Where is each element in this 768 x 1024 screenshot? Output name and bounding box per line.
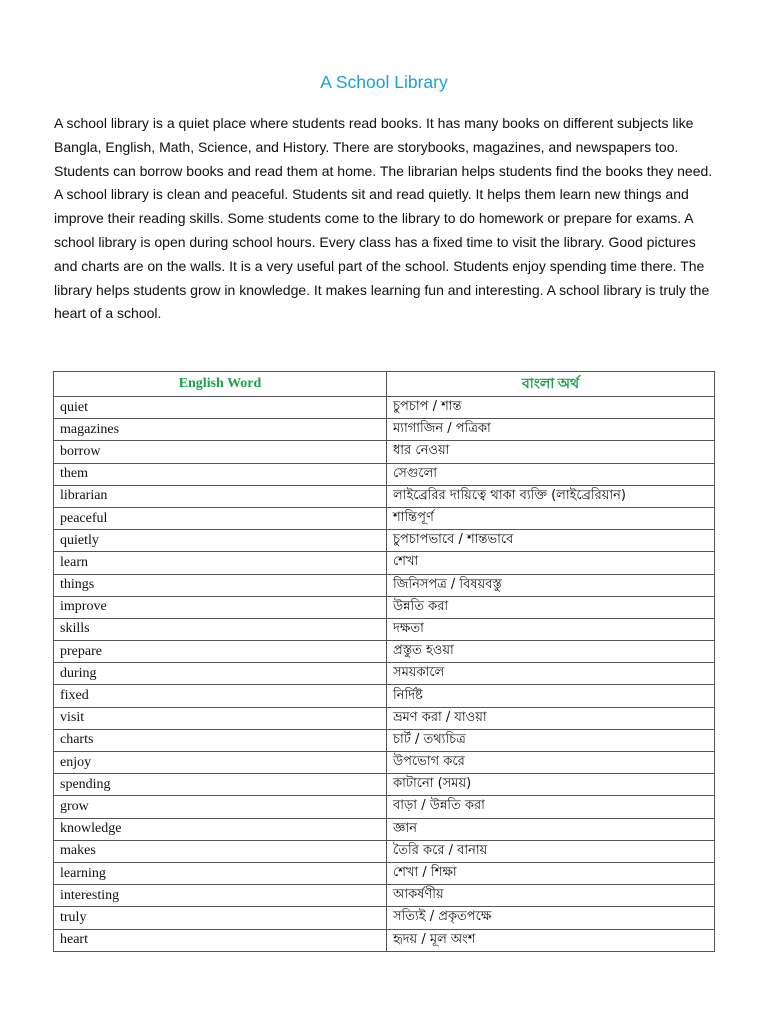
english-word-cell: learning [54, 862, 387, 884]
table-row [54, 707, 715, 729]
table-row [54, 441, 715, 463]
english-word-cell: spending [54, 774, 387, 796]
bangla-meaning-cell: শেখা / শিক্ষা [387, 862, 715, 884]
english-word-cell: things [54, 574, 387, 596]
english-word-cell: heart [54, 929, 387, 951]
bangla-meaning-cell: শান্তিপূর্ণ [387, 507, 715, 529]
bangla-meaning-cell: চুপচাপভাবে / শান্তভাবে [387, 530, 715, 552]
english-word-cell: skills [54, 618, 387, 640]
bangla-meaning-cell: ধার নেওয়া [387, 441, 715, 463]
header-english-word: English Word [54, 372, 387, 397]
bangla-meaning-cell: লাইব্রেরির দায়িত্বে থাকা ব্যক্তি (লাইব্রেরিয়ান) [387, 485, 715, 507]
table-row [54, 774, 715, 796]
table-row [54, 641, 715, 663]
bangla-meaning-cell: আকর্ষণীয় [387, 885, 715, 907]
english-word-cell: during [54, 663, 387, 685]
table-row [54, 885, 715, 907]
table-row [54, 752, 715, 774]
bangla-meaning-cell: উপভোগ করে [387, 752, 715, 774]
page-title: A School Library [320, 72, 448, 92]
bangla-meaning-cell: হৃদয় / মূল অংশ [387, 929, 715, 951]
bangla-meaning-cell: চুপচাপ / শান্ত [387, 397, 715, 419]
bangla-meaning-cell: চার্ট / তথ্যচিত্র [387, 729, 715, 751]
table-header-row [54, 372, 715, 397]
bangla-meaning-cell: জিনিসপত্র / বিষয়বস্তু [387, 574, 715, 596]
bangla-meaning-cell: কাটানো (সময়) [387, 774, 715, 796]
table-row [54, 552, 715, 574]
table-body [54, 397, 715, 952]
english-word-cell: quietly [54, 530, 387, 552]
table-row [54, 796, 715, 818]
table-row [54, 840, 715, 862]
bangla-meaning-cell: দক্ষতা [387, 618, 715, 640]
table-row [54, 818, 715, 840]
table-row [54, 663, 715, 685]
table-row [54, 419, 715, 441]
bangla-meaning-cell: নির্দিষ্ট [387, 685, 715, 707]
table-row [54, 485, 715, 507]
english-word-cell: knowledge [54, 818, 387, 840]
table-row [54, 618, 715, 640]
english-word-cell: learn [54, 552, 387, 574]
table-row [54, 685, 715, 707]
english-word-cell: fixed [54, 685, 387, 707]
bangla-meaning-cell: সত্যিই / প্রকৃতপক্ষে [387, 907, 715, 929]
bangla-meaning-cell: ম্যাগাজিন / পত্রিকা [387, 419, 715, 441]
bangla-meaning-cell: প্রস্তুত হওয়া [387, 641, 715, 663]
table-row [54, 907, 715, 929]
bangla-meaning-cell: জ্ঞান [387, 818, 715, 840]
bangla-meaning-cell: তৈরি করে / বানায় [387, 840, 715, 862]
bangla-meaning-cell: ভ্রমণ করা / যাওয়া [387, 707, 715, 729]
english-word-cell: makes [54, 840, 387, 862]
english-word-cell: borrow [54, 441, 387, 463]
table-row [54, 596, 715, 618]
bangla-meaning-cell: সময়কালে [387, 663, 715, 685]
bangla-meaning-cell: সেগুলো [387, 463, 715, 485]
bangla-meaning-cell: বাড়া / উন্নতি করা [387, 796, 715, 818]
table-row [54, 574, 715, 596]
table-row [54, 397, 715, 419]
english-word-cell: visit [54, 707, 387, 729]
vocabulary-table [53, 371, 715, 952]
english-word-cell: improve [54, 596, 387, 618]
english-word-cell: enjoy [54, 752, 387, 774]
english-word-cell: interesting [54, 885, 387, 907]
english-word-cell: quiet [54, 397, 387, 419]
english-word-cell: truly [54, 907, 387, 929]
english-word-cell: peaceful [54, 507, 387, 529]
table-row [54, 729, 715, 751]
english-word-cell: prepare [54, 641, 387, 663]
table-row [54, 530, 715, 552]
english-word-cell: librarian [54, 485, 387, 507]
table-row [54, 507, 715, 529]
body-paragraph: A school library is a quiet place where students read books. It has many books on different subjects like Bangla, English, Math, Science, and History. There are storybooks, magazines, and newspapers too. Students can borrow books and read them at home. The librarian helps students find the books they need. A school library is clean and peaceful. Students sit and read quietly. It helps them learn new things and improve their reading skills. Some students come to the library to do homework or prepare for exams. A school library is open during school hours. Every class has a fixed time to visit the library. Good pictures and charts are on the walls. It is a very useful part of the school. Students enjoy spending time there. The library helps students grow in knowledge. It makes learning fun and interesting. A school library is truly the heart of a school. [54, 115, 713, 322]
bangla-meaning-cell: উন্নতি করা [387, 596, 715, 618]
english-word-cell: charts [54, 729, 387, 751]
header-bangla-meaning: বাংলা অর্থ [387, 372, 715, 397]
table-row [54, 463, 715, 485]
table-row [54, 862, 715, 884]
table-row [54, 929, 715, 951]
english-word-cell: grow [54, 796, 387, 818]
english-word-cell: magazines [54, 419, 387, 441]
english-word-cell: them [54, 463, 387, 485]
bangla-meaning-cell: শেখা [387, 552, 715, 574]
